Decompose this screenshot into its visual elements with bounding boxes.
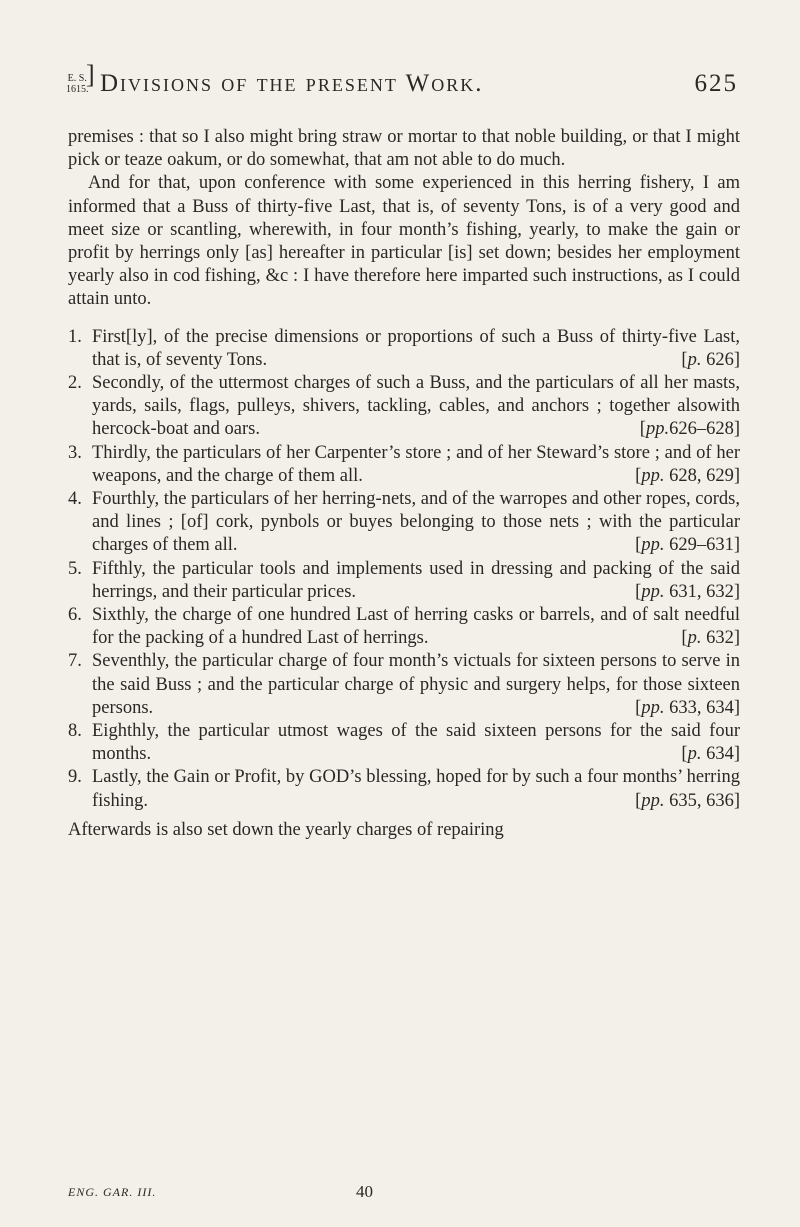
list-item bbox=[68, 766, 740, 812]
item-text: Fourthly, the particulars of her herring-nets, and of the warropes and other ropes, cords, and lines ; [of] cork, pynbols or buyes belonging to those nets ; with the particular charges of them all. bbox=[92, 489, 740, 556]
running-header bbox=[66, 60, 738, 110]
page-reference: [pp.626–628] bbox=[639, 419, 740, 440]
contents-list bbox=[68, 326, 740, 813]
list-item bbox=[68, 604, 740, 650]
signature-mark: ENG. GAR. III. bbox=[68, 1185, 157, 1199]
page-reference: [pp. 631, 632] bbox=[635, 581, 740, 602]
item-text: Thirdly, the particulars of her Carpenter’s store ; and of her Steward’s store ; and of her weapons, and the charge of them all. bbox=[92, 442, 740, 486]
page-reference: [pp. 629–631] bbox=[635, 535, 740, 556]
item-number: 9. bbox=[68, 767, 82, 788]
item-text: Sixthly, the charge of one hundred Last of herring casks or barrels, and of salt needful for the packing of a hundred Last of herrings. bbox=[92, 605, 740, 649]
item-text: Fifthly, the particular tools and implements used in dressing and packing of the said herrings, and their particular prices. bbox=[92, 558, 740, 602]
page-reference: [pp. 628, 629] bbox=[635, 465, 740, 486]
item-text: Seventhly, the particular charge of four month’s victuals for sixteen persons to serve in the said Buss ; and the particular charge of physic and surgery helps, for those sixteen persons. bbox=[92, 651, 740, 718]
item-text: First[ly], of the precise dimensions or proportions of such a Buss of thirty-five Last, that is, of seventy Tons. bbox=[92, 326, 740, 370]
edition-tag-bracket: ] bbox=[86, 60, 95, 89]
page-reference: [pp. 633, 634] bbox=[635, 697, 740, 718]
edition-tag-year: 1615. bbox=[66, 84, 89, 95]
item-number: 2. bbox=[68, 373, 82, 394]
item-number: 3. bbox=[68, 442, 82, 463]
intro-paragraph-1: premises : that so I also might bring straw or mortar to that noble building, or that I might pick or teaze oakum, or do somewhat, that am not able to do much. bbox=[68, 127, 740, 171]
list-item bbox=[68, 650, 740, 720]
closing-paragraph: Afterwards is also set down the yearly charges of repairing bbox=[68, 819, 504, 840]
item-text: Eighthly, the particular utmost wages of the said sixteen persons for the said four months. bbox=[92, 721, 740, 765]
list-item bbox=[68, 558, 740, 604]
list-item bbox=[68, 442, 740, 488]
edition-tag-top: E. S. bbox=[67, 73, 87, 84]
running-title: Divisions of the present Work. bbox=[100, 70, 484, 97]
item-number: 7. bbox=[68, 651, 82, 672]
page-body bbox=[68, 126, 740, 842]
list-item bbox=[68, 372, 740, 442]
item-text: Lastly, the Gain or Profit, by GOD’s blessing, hoped for by such a four months’ herring fishing. bbox=[92, 767, 740, 811]
list-item bbox=[68, 488, 740, 558]
page-reference: [p. 632] bbox=[681, 628, 740, 649]
item-number: 8. bbox=[68, 721, 82, 742]
sheet-number: 40 bbox=[356, 1182, 373, 1201]
item-number: 4. bbox=[68, 489, 82, 510]
page-reference: [pp. 635, 636] bbox=[635, 790, 740, 811]
list-item bbox=[68, 720, 740, 766]
item-number: 6. bbox=[68, 605, 82, 626]
page-reference: [p. 634] bbox=[681, 744, 740, 765]
item-text: Secondly, of the uttermost charges of such a Buss, and the particulars of all her masts, yards, sails, flags, pulleys, shivers, tackling, cables, and anchors ; together alsowith hercock-boat and oars. bbox=[92, 373, 740, 440]
page-reference: [p. 626] bbox=[681, 349, 740, 370]
list-item bbox=[68, 326, 740, 372]
item-number: 5. bbox=[68, 558, 82, 579]
intro-paragraph-2: And for that, upon conference with some experienced in this herring fishery, I am informed that a Buss of thirty-five Last, that is, of seventy Tons, is of a very good and meet size or scantling, wherewith, in four month’s fishing, yearly, to make the gain or profit by herrings only [as] hereafter in particular [is] set down; besides her employment yearly also in cod fishing, &c : I have therefore here imparted such instructions, as I could attain unto. bbox=[68, 173, 740, 310]
page-number: 625 bbox=[694, 70, 738, 97]
item-number: 1. bbox=[68, 326, 82, 347]
edition-tag bbox=[66, 60, 95, 95]
page-footer bbox=[68, 1182, 740, 1206]
